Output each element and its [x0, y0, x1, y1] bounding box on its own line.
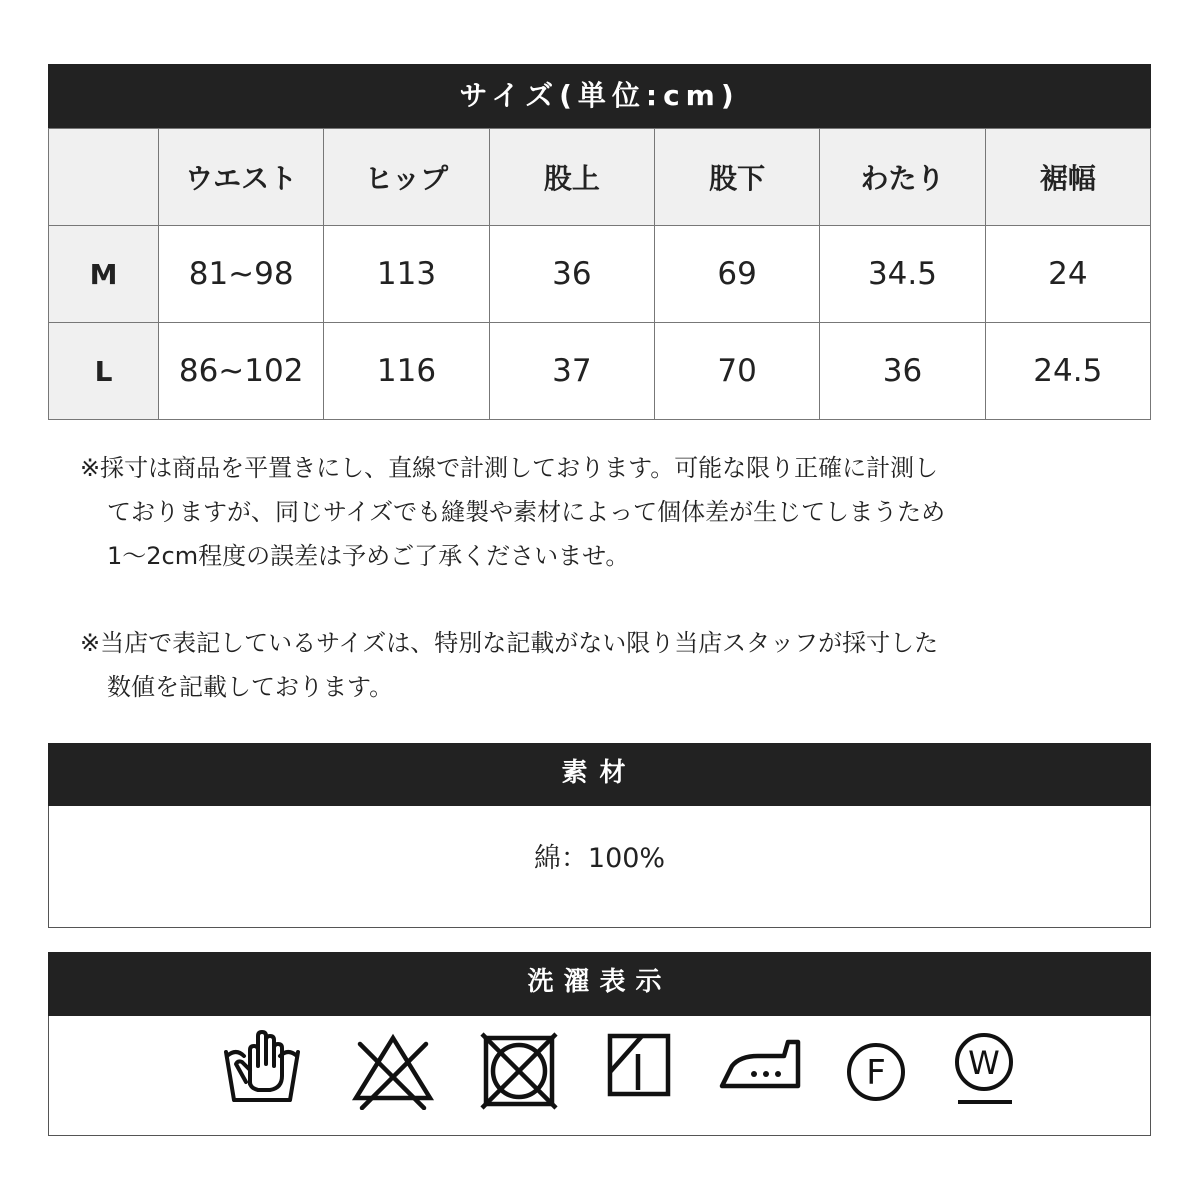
care-icons — [48, 1016, 1151, 1136]
note-line: 数値を記載しております。 — [107, 673, 394, 701]
column-header-inseam: 股下 — [654, 129, 819, 226]
table-cell: 70 — [654, 323, 819, 420]
line-dry-shade-icon — [606, 1032, 674, 1100]
care-section-header — [48, 952, 1151, 1016]
material-section-header — [48, 743, 1151, 806]
note-line: ※採寸は商品を平置きにし、直線で計測しております。可能な限り正確に計測し — [80, 454, 939, 482]
table-cell: 81~98 — [159, 226, 324, 323]
wet-clean-letter: W — [968, 1044, 1000, 1082]
row-label-m: M — [49, 226, 159, 323]
table-cell: 24 — [985, 226, 1150, 323]
size-section-header — [48, 64, 1151, 128]
care-section-title: 洗濯表示 — [527, 967, 672, 997]
column-header-hip: ヒップ — [324, 129, 489, 226]
iron-low-temp-icon — [718, 1030, 804, 1096]
note-line: ておりますが、同じサイズでも縫製や素材によって個体差が生じてしまうため — [107, 498, 946, 526]
size-note — [80, 621, 1080, 709]
table-row — [49, 226, 1151, 323]
table-cell: 86~102 — [159, 323, 324, 420]
table-cell: 36 — [489, 226, 654, 323]
table-cell: 116 — [324, 323, 489, 420]
table-cell: 37 — [489, 323, 654, 420]
measurement-note — [80, 446, 1080, 578]
wet-clean-w-icon — [952, 1030, 1018, 1110]
table-cell: 113 — [324, 226, 489, 323]
size-table — [48, 128, 1151, 420]
note-line: 1～2cm程度の誤差は予めご了承くださいませ。 — [107, 542, 630, 570]
no-tumble-dry-icon — [478, 1030, 560, 1112]
hand-wash-icon — [222, 1026, 302, 1106]
dry-clean-f-icon — [844, 1040, 910, 1106]
table-row — [49, 323, 1151, 420]
note-line: ※当店で表記しているサイズは、特別な記載がない限り当店スタッフが採寸した — [80, 629, 939, 657]
no-bleach-icon — [350, 1026, 436, 1110]
row-label-l: L — [49, 323, 159, 420]
table-cell: 34.5 — [820, 226, 985, 323]
column-header-hem-width: 裾幅 — [985, 129, 1150, 226]
column-header-waist: ウエスト — [159, 129, 324, 226]
material-section-title: 素材 — [561, 758, 638, 788]
material-value: 綿：100% — [533, 843, 666, 874]
column-header-rise: 股上 — [489, 129, 654, 226]
column-header-thigh: わたり — [820, 129, 985, 226]
size-section-title: サイズ(単位:cm) — [459, 79, 740, 112]
table-cell: 36 — [820, 323, 985, 420]
size-table-header-row — [49, 129, 1151, 226]
table-cell: 69 — [654, 226, 819, 323]
dry-clean-letter: F — [866, 1053, 886, 1093]
table-corner-cell — [49, 129, 159, 226]
table-cell: 24.5 — [985, 323, 1150, 420]
